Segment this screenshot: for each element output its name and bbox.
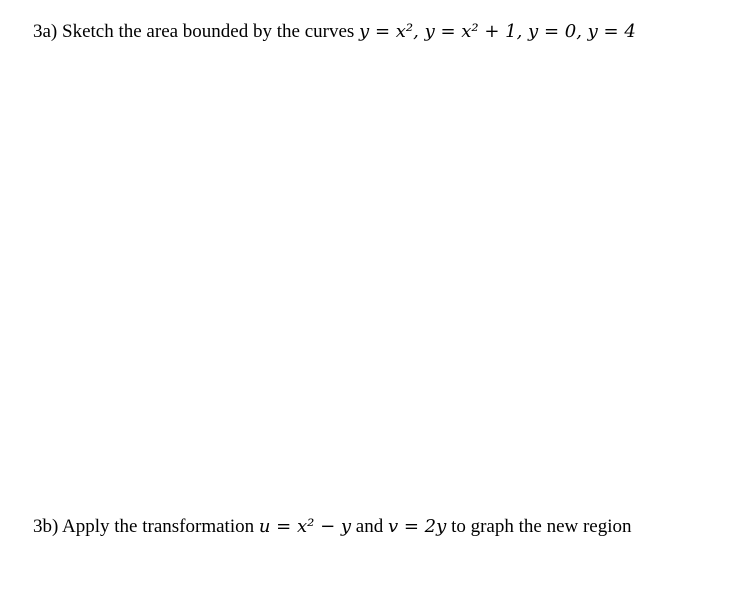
conjunction-and: and (355, 516, 384, 537)
question-3b (33, 515, 632, 539)
equation-y-equals-x-squared-plus-one: y = x² + 1, (424, 21, 529, 42)
question-3a-label: 3a) Sketch the area bounded by the curves (33, 21, 355, 42)
question-3b-label: 3b) Apply the transformation (33, 516, 255, 537)
answer-space (33, 56, 693, 496)
equation-u-transform: u = x² − y (258, 516, 352, 537)
equation-y-equals-x-squared: y = x², (359, 21, 425, 42)
question-3b-tail: to graph the new region (451, 516, 632, 537)
equation-v-transform: v = 2y (387, 516, 447, 537)
equation-y-bounds: y = 0, y = 4 (528, 21, 636, 42)
question-3a (33, 20, 636, 44)
